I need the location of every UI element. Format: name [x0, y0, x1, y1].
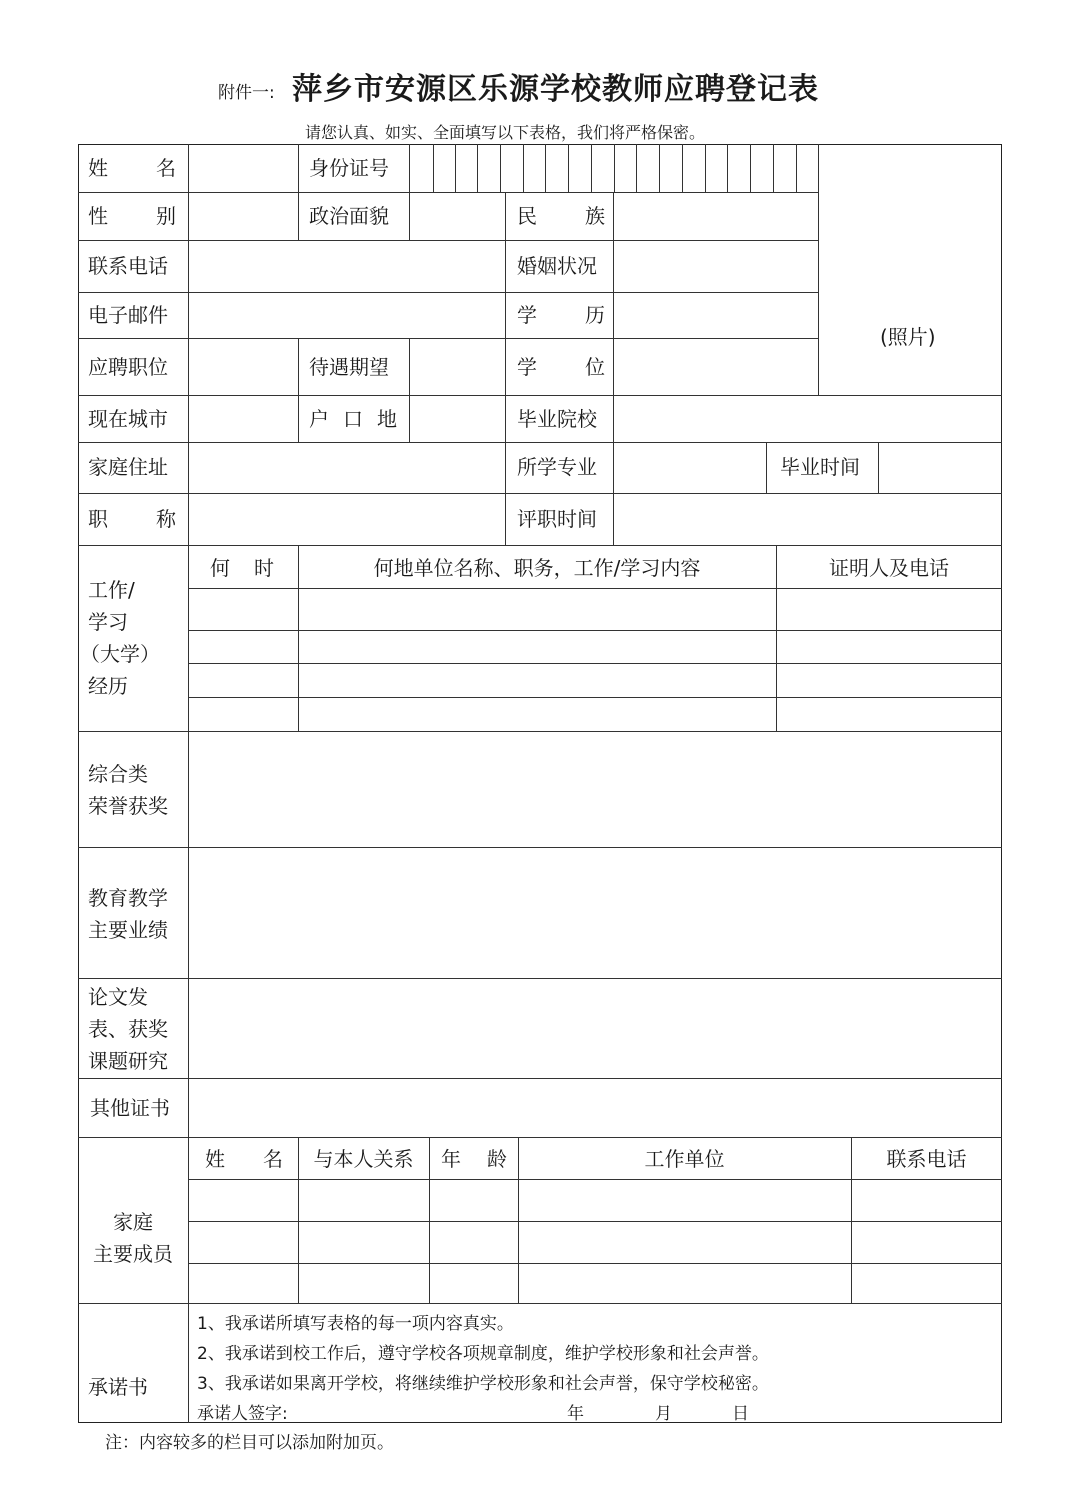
- family-col-name: 姓 名: [205, 1147, 283, 1171]
- pledge-item-3: 3、我承诺如果离开学校，将继续维护学校形象和社会声誉，保守学校秘密。: [197, 1374, 769, 1394]
- label-hukou: 户 口 地: [309, 407, 397, 431]
- col-detail: 何地单位名称、职务，工作/学习内容: [373, 556, 701, 580]
- experience-rows[interactable]: [190, 590, 1002, 730]
- title-field[interactable]: [190, 495, 503, 544]
- label-home-address: 家庭住址: [88, 455, 168, 479]
- pledge-label: 承诺书: [88, 1375, 148, 1399]
- label-marital-status: 婚姻状况: [517, 254, 597, 278]
- signature-year: 年: [567, 1404, 584, 1424]
- phone-field[interactable]: [190, 242, 503, 291]
- marital-status-field[interactable]: [615, 242, 816, 291]
- papers-field[interactable]: [190, 980, 1000, 1076]
- label-current-city: 现在城市: [88, 407, 168, 431]
- email-field[interactable]: [190, 294, 503, 337]
- signature-month: 月: [655, 1404, 672, 1424]
- honors-field[interactable]: [190, 733, 1000, 845]
- family-section-label: 家庭 主要成员: [93, 1210, 173, 1266]
- label-salary-expectation: 待遇期望: [309, 355, 389, 379]
- title-prefix: 附件一:: [218, 83, 275, 103]
- position-applied-field[interactable]: [190, 340, 296, 394]
- label-major: 所学专业: [517, 455, 597, 479]
- salary-expectation-field[interactable]: [411, 340, 503, 394]
- page-title: 萍乡市安源区乐源学校教师应聘登记表: [292, 72, 819, 107]
- pledge-item-1: 1、我承诺所填写表格的每一项内容真实。: [197, 1314, 514, 1334]
- graduation-time-field[interactable]: [880, 444, 1000, 492]
- label-gender: 性 别: [88, 204, 176, 228]
- degree-field[interactable]: [615, 340, 816, 394]
- label-name: 姓 名: [88, 156, 176, 180]
- label-degree: 学 位: [517, 355, 605, 379]
- certificates-field[interactable]: [190, 1080, 1000, 1135]
- current-city-field[interactable]: [190, 397, 296, 441]
- footnote: 注：内容较多的栏目可以添加附加页。: [105, 1433, 394, 1453]
- pledge-item-2: 2、我承诺到校工作后，遵守学校各项规章制度，维护学校形象和社会声誉。: [197, 1344, 769, 1364]
- gender-field[interactable]: [190, 194, 296, 239]
- label-graduated-school: 毕业院校: [517, 407, 597, 431]
- graduated-school-field[interactable]: [615, 397, 1000, 441]
- political-status-field[interactable]: [411, 194, 503, 239]
- label-ethnicity: 民 族: [517, 204, 605, 228]
- ethnicity-field[interactable]: [615, 194, 816, 239]
- papers-label: 论文发 表、获奖 课题研究: [88, 985, 168, 1073]
- major-field[interactable]: [615, 444, 764, 492]
- hukou-field[interactable]: [411, 397, 503, 441]
- id-number-field[interactable]: [411, 146, 816, 191]
- family-rows[interactable]: [190, 1181, 1002, 1301]
- family-col-relation: 与本人关系: [313, 1147, 414, 1171]
- signature-label: 承诺人签字:: [197, 1404, 288, 1424]
- certificates-label: 其他证书: [90, 1096, 170, 1120]
- experience-section-label: 工作/ 学习 （大学） 经历: [80, 578, 160, 698]
- signature-field[interactable]: [305, 1397, 555, 1421]
- home-address-field[interactable]: [190, 444, 503, 492]
- photo-placeholder: (照片): [880, 325, 936, 349]
- signature-day: 日: [732, 1404, 749, 1424]
- label-phone: 联系电话: [88, 254, 168, 278]
- col-reference: 证明人及电话: [829, 556, 949, 580]
- label-title: 职 称: [88, 507, 176, 531]
- label-education: 学 历: [517, 303, 605, 327]
- achievements-field[interactable]: [190, 849, 1000, 976]
- family-col-age: 年 龄: [441, 1147, 507, 1171]
- subtitle: 请您认真、如实、全面填写以下表格，我们将严格保密。: [305, 123, 706, 142]
- photo-field[interactable]: [820, 146, 1000, 394]
- family-col-employer: 工作单位: [644, 1147, 725, 1171]
- label-political-status: 政治面貌: [309, 204, 389, 228]
- label-title-date: 评职时间: [517, 507, 597, 531]
- label-position-applied: 应聘职位: [88, 355, 168, 379]
- label-id-number: 身份证号: [309, 156, 389, 180]
- family-col-phone: 联系电话: [886, 1147, 967, 1171]
- honors-label: 综合类 荣誉获奖: [88, 762, 168, 818]
- title-date-field[interactable]: [615, 495, 1000, 544]
- education-field[interactable]: [615, 294, 816, 337]
- label-graduation-time: 毕业时间: [780, 455, 860, 479]
- label-email: 电子邮件: [88, 303, 168, 327]
- name-field[interactable]: [190, 146, 296, 191]
- col-when: 何 时: [210, 556, 274, 580]
- achievements-label: 教育教学 主要业绩: [88, 886, 168, 942]
